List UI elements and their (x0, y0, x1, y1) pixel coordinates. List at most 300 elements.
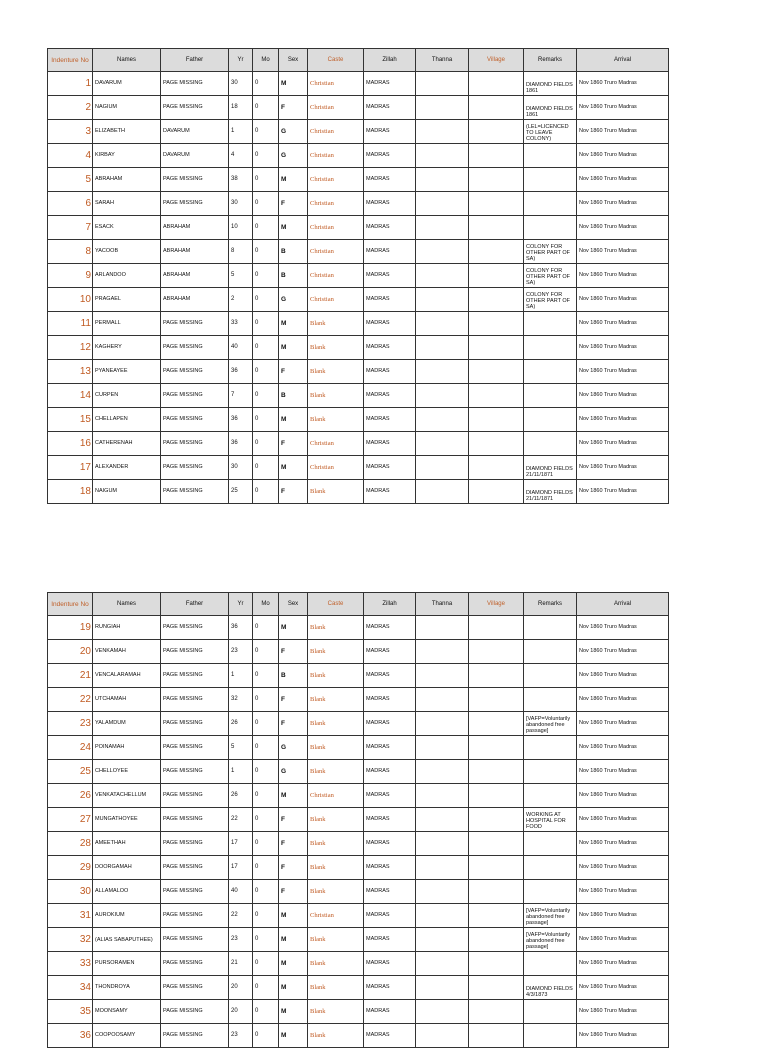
column-header-yr: Yr (229, 49, 253, 72)
sex-cell: M (279, 456, 308, 480)
arrival-cell: Nov 1860 Truro Madras (577, 856, 669, 880)
months-cell: 0 (253, 408, 279, 432)
months-cell: 0 (253, 832, 279, 856)
thanna-cell (416, 432, 469, 456)
name-cell: VENKAMAH (93, 640, 161, 664)
thanna-cell (416, 240, 469, 264)
remarks-cell (524, 664, 577, 688)
remarks-cell (524, 408, 577, 432)
caste-cell: Blank (308, 480, 364, 504)
months-cell: 0 (253, 264, 279, 288)
arrival-cell: Nov 1860 Truro Madras (577, 880, 669, 904)
table-row (48, 480, 669, 504)
column-header-names: Names (93, 593, 161, 616)
zillah-cell: MADRAS (364, 856, 416, 880)
caste-cell: Blank (308, 1024, 364, 1048)
sex-cell: G (279, 288, 308, 312)
indenture-no-cell: 9 (48, 264, 93, 288)
indenture-no-cell: 3 (48, 120, 93, 144)
thanna-cell (416, 784, 469, 808)
years-cell: 23 (229, 1024, 253, 1048)
table-row (48, 96, 669, 120)
table-row (48, 760, 669, 784)
village-cell (469, 616, 524, 640)
caste-cell: Blank (308, 832, 364, 856)
thanna-cell (416, 336, 469, 360)
arrival-cell: Nov 1860 Truro Madras (577, 976, 669, 1000)
indenture-no-cell: 5 (48, 168, 93, 192)
sex-cell: F (279, 808, 308, 832)
village-cell (469, 72, 524, 96)
sex-cell: B (279, 264, 308, 288)
arrival-cell: Nov 1860 Truro Madras (577, 120, 669, 144)
sex-cell: M (279, 408, 308, 432)
caste-cell: Blank (308, 312, 364, 336)
remarks-cell: [VAFP=Voluntarily abandoned free passage] (524, 712, 577, 736)
thanna-cell (416, 976, 469, 1000)
remarks-cell: COLONY FOR OTHER PART OF SA) (524, 288, 577, 312)
sex-cell: M (279, 216, 308, 240)
village-cell (469, 312, 524, 336)
zillah-cell: MADRAS (364, 480, 416, 504)
thanna-cell (416, 264, 469, 288)
remarks-cell (524, 336, 577, 360)
father-cell: PAGE MISSING (161, 432, 229, 456)
indenture-no-cell: 6 (48, 192, 93, 216)
remarks-cell: DIAMOND FIELDS 1861 (524, 72, 577, 96)
indenture-no-cell: 36 (48, 1024, 93, 1048)
name-cell: CATHERENAH (93, 432, 161, 456)
table-row (48, 144, 669, 168)
village-cell (469, 216, 524, 240)
remarks-cell (524, 784, 577, 808)
name-cell: ARLANDOO (93, 264, 161, 288)
indenture-no-cell: 22 (48, 688, 93, 712)
months-cell: 0 (253, 976, 279, 1000)
sex-cell: B (279, 664, 308, 688)
village-cell (469, 168, 524, 192)
arrival-cell: Nov 1860 Truro Madras (577, 832, 669, 856)
arrival-cell: Nov 1860 Truro Madras (577, 712, 669, 736)
column-header-remarks: Remarks (524, 49, 577, 72)
arrival-cell: Nov 1860 Truro Madras (577, 952, 669, 976)
village-cell (469, 808, 524, 832)
village-cell (469, 96, 524, 120)
father-cell: PAGE MISSING (161, 736, 229, 760)
indenture-no-cell: 33 (48, 952, 93, 976)
sex-cell: F (279, 880, 308, 904)
caste-cell: Blank (308, 688, 364, 712)
thanna-cell (416, 288, 469, 312)
years-cell: 20 (229, 1000, 253, 1024)
thanna-cell (416, 904, 469, 928)
sex-cell: F (279, 640, 308, 664)
caste-cell: Christian (308, 72, 364, 96)
zillah-cell: MADRAS (364, 976, 416, 1000)
caste-cell: Blank (308, 880, 364, 904)
arrival-cell: Nov 1860 Truro Madras (577, 168, 669, 192)
name-cell: DAVARUM (93, 72, 161, 96)
sex-cell: F (279, 832, 308, 856)
father-cell: PAGE MISSING (161, 640, 229, 664)
thanna-cell (416, 808, 469, 832)
arrival-cell: Nov 1860 Truro Madras (577, 288, 669, 312)
remarks-cell: DIAMOND FIELDS 4/3/1873 (524, 976, 577, 1000)
thanna-cell (416, 216, 469, 240)
table-row (48, 880, 669, 904)
indenture-no-cell: 1 (48, 72, 93, 96)
arrival-cell: Nov 1860 Truro Madras (577, 480, 669, 504)
years-cell: 25 (229, 480, 253, 504)
name-cell: AMEETHAH (93, 832, 161, 856)
years-cell: 23 (229, 928, 253, 952)
table-row (48, 384, 669, 408)
zillah-cell: MADRAS (364, 1024, 416, 1048)
months-cell: 0 (253, 664, 279, 688)
father-cell: ABRAHAM (161, 240, 229, 264)
thanna-cell (416, 688, 469, 712)
zillah-cell: MADRAS (364, 408, 416, 432)
thanna-cell (416, 832, 469, 856)
father-cell: DAVARUM (161, 144, 229, 168)
father-cell: PAGE MISSING (161, 96, 229, 120)
caste-cell: Blank (308, 336, 364, 360)
arrival-cell: Nov 1860 Truro Madras (577, 688, 669, 712)
years-cell: 17 (229, 832, 253, 856)
table-row (48, 904, 669, 928)
table-row (48, 616, 669, 640)
arrival-cell: Nov 1860 Truro Madras (577, 736, 669, 760)
father-cell: PAGE MISSING (161, 360, 229, 384)
name-cell: ABRAHAM (93, 168, 161, 192)
name-cell: MOONSAMY (93, 1000, 161, 1024)
column-header-thanna: Thanna (416, 49, 469, 72)
column-header-arrival: Arrival (577, 593, 669, 616)
years-cell: 2 (229, 288, 253, 312)
father-cell: PAGE MISSING (161, 808, 229, 832)
village-cell (469, 1024, 524, 1048)
table-row (48, 72, 669, 96)
name-cell: KAGHERY (93, 336, 161, 360)
village-cell (469, 480, 524, 504)
table-row (48, 712, 669, 736)
caste-cell: Christian (308, 168, 364, 192)
father-cell: ABRAHAM (161, 264, 229, 288)
column-header-father: Father (161, 593, 229, 616)
village-cell (469, 1000, 524, 1024)
village-cell (469, 288, 524, 312)
zillah-cell: MADRAS (364, 288, 416, 312)
remarks-cell (524, 192, 577, 216)
sex-cell: M (279, 976, 308, 1000)
village-cell (469, 976, 524, 1000)
indenture-no-cell: 29 (48, 856, 93, 880)
zillah-cell: MADRAS (364, 216, 416, 240)
name-cell: SARAH (93, 192, 161, 216)
indenture-no-cell: 14 (48, 384, 93, 408)
table-row (48, 640, 669, 664)
name-cell: AUROKIUM (93, 904, 161, 928)
column-header-names: Names (93, 49, 161, 72)
father-cell: PAGE MISSING (161, 832, 229, 856)
table-row (48, 408, 669, 432)
caste-cell: Christian (308, 264, 364, 288)
months-cell: 0 (253, 808, 279, 832)
village-cell (469, 904, 524, 928)
sex-cell: M (279, 784, 308, 808)
months-cell: 0 (253, 168, 279, 192)
table-row (48, 808, 669, 832)
arrival-cell: Nov 1860 Truro Madras (577, 312, 669, 336)
father-cell: PAGE MISSING (161, 408, 229, 432)
caste-cell: Blank (308, 640, 364, 664)
father-cell: PAGE MISSING (161, 72, 229, 96)
sex-cell: F (279, 192, 308, 216)
table-row (48, 784, 669, 808)
indenture-no-cell: 13 (48, 360, 93, 384)
indenture-no-cell: 10 (48, 288, 93, 312)
years-cell: 22 (229, 808, 253, 832)
remarks-cell (524, 168, 577, 192)
caste-cell: Blank (308, 384, 364, 408)
name-cell: UTCHAMAH (93, 688, 161, 712)
indenture-no-cell: 8 (48, 240, 93, 264)
name-cell: YACOOB (93, 240, 161, 264)
indenture-no-cell: 21 (48, 664, 93, 688)
father-cell: PAGE MISSING (161, 880, 229, 904)
father-cell: PAGE MISSING (161, 168, 229, 192)
years-cell: 1 (229, 664, 253, 688)
thanna-cell (416, 408, 469, 432)
years-cell: 5 (229, 264, 253, 288)
arrival-cell: Nov 1860 Truro Madras (577, 192, 669, 216)
sex-cell: G (279, 120, 308, 144)
remarks-cell: (LEL=LICENCED TO LEAVE COLONY) (524, 120, 577, 144)
sex-cell: M (279, 1000, 308, 1024)
name-cell: ESACK (93, 216, 161, 240)
thanna-cell (416, 72, 469, 96)
zillah-cell: MADRAS (364, 736, 416, 760)
months-cell: 0 (253, 144, 279, 168)
father-cell: PAGE MISSING (161, 688, 229, 712)
table-row (48, 288, 669, 312)
months-cell: 0 (253, 736, 279, 760)
table-row (48, 1024, 669, 1048)
months-cell: 0 (253, 640, 279, 664)
remarks-cell: WORKING AT HOSPITAL FOR FOOD (524, 808, 577, 832)
name-cell: NAIGUM (93, 480, 161, 504)
indenture-no-cell: 26 (48, 784, 93, 808)
name-cell: COOPOOSAMY (93, 1024, 161, 1048)
years-cell: 18 (229, 96, 253, 120)
years-cell: 22 (229, 904, 253, 928)
thanna-cell (416, 952, 469, 976)
column-header-yr: Yr (229, 593, 253, 616)
thanna-cell (416, 144, 469, 168)
caste-cell: Christian (308, 96, 364, 120)
name-cell: RUNGIAH (93, 616, 161, 640)
months-cell: 0 (253, 712, 279, 736)
years-cell: 36 (229, 360, 253, 384)
name-cell: ALLAMALOO (93, 880, 161, 904)
caste-cell: Christian (308, 456, 364, 480)
table-row (48, 1000, 669, 1024)
indenture-no-cell: 12 (48, 336, 93, 360)
indenture-no-cell: 16 (48, 432, 93, 456)
arrival-cell: Nov 1860 Truro Madras (577, 616, 669, 640)
sex-cell: F (279, 688, 308, 712)
father-cell: PAGE MISSING (161, 952, 229, 976)
village-cell (469, 144, 524, 168)
zillah-cell: MADRAS (364, 432, 416, 456)
village-cell (469, 760, 524, 784)
months-cell: 0 (253, 360, 279, 384)
name-cell: THONDROYA (93, 976, 161, 1000)
indenture-no-cell: 35 (48, 1000, 93, 1024)
father-cell: DAVARUM (161, 120, 229, 144)
column-header-caste: Caste (308, 49, 364, 72)
name-cell: YALAMDUM (93, 712, 161, 736)
caste-cell: Blank (308, 736, 364, 760)
name-cell: KIRBAY (93, 144, 161, 168)
table-row (48, 264, 669, 288)
zillah-cell: MADRAS (364, 1000, 416, 1024)
caste-cell: Christian (308, 784, 364, 808)
remarks-cell (524, 688, 577, 712)
village-cell (469, 640, 524, 664)
village-cell (469, 712, 524, 736)
table-row (48, 736, 669, 760)
table-row (48, 832, 669, 856)
village-cell (469, 784, 524, 808)
caste-cell: Blank (308, 808, 364, 832)
years-cell: 30 (229, 72, 253, 96)
father-cell: ABRAHAM (161, 216, 229, 240)
years-cell: 23 (229, 640, 253, 664)
remarks-cell (524, 432, 577, 456)
thanna-cell (416, 640, 469, 664)
years-cell: 40 (229, 336, 253, 360)
table-row (48, 952, 669, 976)
father-cell: PAGE MISSING (161, 760, 229, 784)
father-cell: PAGE MISSING (161, 784, 229, 808)
caste-cell: Blank (308, 664, 364, 688)
months-cell: 0 (253, 312, 279, 336)
years-cell: 8 (229, 240, 253, 264)
zillah-cell: MADRAS (364, 688, 416, 712)
header-row (48, 49, 669, 72)
years-cell: 40 (229, 880, 253, 904)
caste-cell: Christian (308, 192, 364, 216)
arrival-cell: Nov 1860 Truro Madras (577, 432, 669, 456)
column-header-caste: Caste (308, 593, 364, 616)
months-cell: 0 (253, 952, 279, 976)
years-cell: 30 (229, 456, 253, 480)
sex-cell: F (279, 432, 308, 456)
months-cell: 0 (253, 480, 279, 504)
zillah-cell: MADRAS (364, 904, 416, 928)
months-cell: 0 (253, 96, 279, 120)
arrival-cell: Nov 1860 Truro Madras (577, 760, 669, 784)
sex-cell: M (279, 312, 308, 336)
indenture-no-cell: 7 (48, 216, 93, 240)
arrival-cell: Nov 1860 Truro Madras (577, 784, 669, 808)
sex-cell: B (279, 240, 308, 264)
village-cell (469, 688, 524, 712)
name-cell: NAGIUM (93, 96, 161, 120)
zillah-cell: MADRAS (364, 664, 416, 688)
table-body (48, 72, 669, 504)
sex-cell: M (279, 72, 308, 96)
remarks-cell (524, 360, 577, 384)
zillah-cell: MADRAS (364, 880, 416, 904)
months-cell: 0 (253, 688, 279, 712)
indenture-no-cell: 24 (48, 736, 93, 760)
sex-cell: M (279, 616, 308, 640)
table-row (48, 856, 669, 880)
years-cell: 38 (229, 168, 253, 192)
father-cell: PAGE MISSING (161, 336, 229, 360)
remarks-cell: DIAMOND FIELDS 21/11/1871 (524, 456, 577, 480)
remarks-cell: [VAFP=Voluntarily abandoned free passage] (524, 904, 577, 928)
table-row (48, 216, 669, 240)
sex-cell: G (279, 760, 308, 784)
father-cell: PAGE MISSING (161, 712, 229, 736)
sex-cell: B (279, 384, 308, 408)
years-cell: 32 (229, 688, 253, 712)
father-cell: PAGE MISSING (161, 976, 229, 1000)
village-cell (469, 856, 524, 880)
months-cell: 0 (253, 904, 279, 928)
table-row (48, 664, 669, 688)
arrival-cell: Nov 1860 Truro Madras (577, 664, 669, 688)
column-header-mo: Mo (253, 49, 279, 72)
village-cell (469, 264, 524, 288)
caste-cell: Blank (308, 952, 364, 976)
table-row (48, 928, 669, 952)
father-cell: PAGE MISSING (161, 384, 229, 408)
village-cell (469, 336, 524, 360)
remarks-cell (524, 616, 577, 640)
arrival-cell: Nov 1860 Truro Madras (577, 456, 669, 480)
years-cell: 17 (229, 856, 253, 880)
indenture-no-cell: 11 (48, 312, 93, 336)
indenture-no-cell: 17 (48, 456, 93, 480)
thanna-cell (416, 120, 469, 144)
name-cell: PRAGAEL (93, 288, 161, 312)
village-cell (469, 928, 524, 952)
father-cell: PAGE MISSING (161, 192, 229, 216)
remarks-cell: COLONY FOR OTHER PART OF SA) (524, 240, 577, 264)
zillah-cell: MADRAS (364, 72, 416, 96)
caste-cell: Blank (308, 408, 364, 432)
sex-cell: G (279, 144, 308, 168)
zillah-cell: MADRAS (364, 808, 416, 832)
sex-cell: F (279, 856, 308, 880)
zillah-cell: MADRAS (364, 192, 416, 216)
indenture-no-cell: 31 (48, 904, 93, 928)
caste-cell: Christian (308, 904, 364, 928)
caste-cell: Blank (308, 1000, 364, 1024)
table-row (48, 168, 669, 192)
village-cell (469, 736, 524, 760)
caste-cell: Christian (308, 240, 364, 264)
table-row (48, 240, 669, 264)
years-cell: 36 (229, 408, 253, 432)
village-cell (469, 192, 524, 216)
name-cell: CHELLAPEN (93, 408, 161, 432)
village-cell (469, 952, 524, 976)
